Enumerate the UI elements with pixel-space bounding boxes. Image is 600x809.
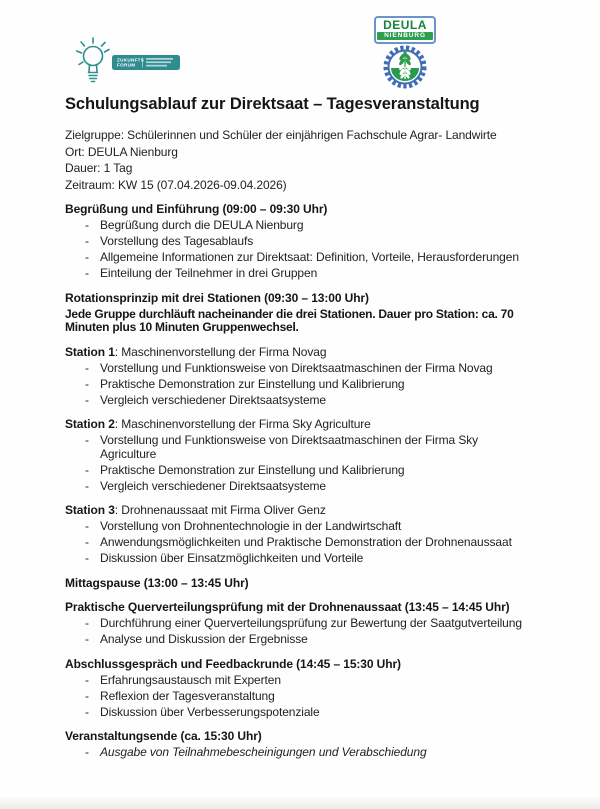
list-item xyxy=(65,219,560,233)
meta-block xyxy=(65,129,542,192)
bullet-dash: - xyxy=(85,433,89,447)
list-item xyxy=(65,633,560,647)
bullet-dash: - xyxy=(85,234,89,248)
zukunftsforum-badge xyxy=(112,55,180,70)
bullet-text: Ausgabe von Teilnahmebescheinigungen und Verabschiedung xyxy=(100,745,427,759)
list-item xyxy=(65,464,560,478)
bullet-dash: - xyxy=(85,551,89,565)
document-header xyxy=(0,0,600,93)
badge-text-line2: FORUM xyxy=(117,62,136,68)
bullet-text: Vorstellung und Funktionsweise von Direktsaatmaschinen der Firma Sky Agriculture xyxy=(100,433,479,461)
bullet-text: Vergleich verschiedener Direktsaatsysteme xyxy=(100,478,327,493)
bullet-dash: - xyxy=(85,688,89,703)
list-item xyxy=(65,536,560,550)
bullet-dash: - xyxy=(85,745,89,759)
section-heading xyxy=(65,504,560,518)
bullet-dash: - xyxy=(85,266,89,280)
bullet-dash: - xyxy=(85,218,89,232)
section-heading-bold: Praktische Querverteilungsprüfung mit der Drohnenaussaat (13:45 – 14:45 Uhr) xyxy=(65,600,510,614)
bullet-dash: - xyxy=(85,616,89,630)
bullet-text: Vorstellung und Funktionsweise von Direktsaatmaschinen der Firma Novag xyxy=(100,360,493,375)
bullet-text: Vorstellung des Tagesablaufs xyxy=(100,234,254,248)
section-station-2 xyxy=(65,418,560,493)
section-heading xyxy=(65,658,560,672)
meta-zeitraum: Zeitraum: KW 15 (07.04.2026-09.04.2026) xyxy=(65,177,287,192)
section-heading xyxy=(65,418,560,432)
page-title: Schulungsablauf zur Direktsaat – Tagesveranstaltung xyxy=(65,95,480,113)
section-heading-bold: Abschlussgespräch und Feedbackrunde (14:45 – 15:30 Uhr) xyxy=(65,656,401,671)
section-heading xyxy=(65,601,560,615)
section-heading-bold: Station 3 xyxy=(65,503,115,517)
meta-zielgruppe: Zielgruppe: Schülerinnen und Schüler der einjährigen Fachschule Agrar- Landwirte xyxy=(65,128,497,142)
bullet-dash: - xyxy=(85,672,89,687)
badge-text-line1: ZUKUNFTS xyxy=(117,57,145,63)
list-item xyxy=(65,251,560,265)
bullet-text: Vorstellung von Drohnentechnologie in der Landwirtschaft xyxy=(100,519,402,533)
bullet-text: Praktische Demonstration zur Einstellung und Kalibrierung xyxy=(100,462,405,477)
deula-logo xyxy=(374,16,436,95)
section-veranstaltungsende xyxy=(65,730,560,760)
bullet-dash: - xyxy=(85,478,89,493)
section-heading-bold: Begrüßung und Einführung (09:00 – 09:30 Uhr) xyxy=(65,202,328,216)
section-heading-bold: Mittagspause (13:00 – 13:45 Uhr) xyxy=(65,575,249,590)
list-item xyxy=(65,746,560,760)
section-heading-rest: : Maschinenvorstellung der Firma Novag xyxy=(114,344,327,359)
section-abschlussgespraech xyxy=(65,658,560,720)
list-item xyxy=(65,552,560,566)
bullet-dash: - xyxy=(85,462,89,477)
section-heading-rest: : Maschinenvorstellung der Firma Sky Agriculture xyxy=(114,417,371,431)
section-heading xyxy=(65,346,560,360)
list-item xyxy=(65,267,560,281)
bullet-text: Allgemeine Informationen zur Direktsaat: Definition, Vorteile, Herausforderungen xyxy=(100,250,519,264)
bullet-text: Erfahrungsaustausch mit Experten xyxy=(100,672,281,687)
bullet-dash: - xyxy=(85,632,89,646)
list-item xyxy=(65,690,560,704)
section-heading-bold: Veranstaltungsende (ca. 15:30 Uhr) xyxy=(65,729,262,743)
section-mittagspause xyxy=(65,577,560,591)
list-item xyxy=(65,434,560,461)
bullet-dash: - xyxy=(85,704,89,719)
bullet-dash: - xyxy=(85,535,89,549)
bullet-text: Diskussion über Einsatzmöglichkeiten und Vorteile xyxy=(100,551,364,565)
bullet-text: Praktische Demonstration zur Einstellung und Kalibrierung xyxy=(100,376,405,391)
bullet-text: Vergleich verschiedener Direktsaatsysteme xyxy=(100,392,327,407)
bullet-dash: - xyxy=(85,392,89,407)
bullet-text: Diskussion über Verbesserungspotenziale xyxy=(100,704,320,719)
list-item xyxy=(65,378,560,392)
bullet-dash: - xyxy=(85,376,89,391)
list-item xyxy=(65,480,560,494)
section-station-1 xyxy=(65,346,560,408)
section-heading-bold: Rotationsprinzip mit drei Stationen (09:30 – 13:00 Uhr) xyxy=(65,290,369,305)
bullet-dash: - xyxy=(85,250,89,264)
section-heading xyxy=(65,577,560,591)
bullet-dash: - xyxy=(85,519,89,533)
list-item xyxy=(65,706,560,720)
zukunftsforum-logo xyxy=(76,36,184,90)
section-heading-bold: Station 2 xyxy=(65,417,115,431)
list-item xyxy=(65,235,560,249)
bullet-text: Analyse und Diskussion der Ergebnisse xyxy=(100,632,308,646)
deula-logo-box xyxy=(374,16,436,44)
section-begruessung xyxy=(65,203,560,281)
page-bottom-edge xyxy=(0,796,600,809)
section-querverteilungspruefung xyxy=(65,601,560,647)
section-heading-bold: Station 1 xyxy=(65,344,115,359)
section-heading-rest: : Drohnenaussaat mit Firma Oliver Genz xyxy=(114,503,326,517)
bullet-text: Reflexion der Tagesveranstaltung xyxy=(100,688,275,703)
list-item xyxy=(65,674,560,688)
schedule-content xyxy=(65,203,560,760)
section-rotationsprinzip xyxy=(65,292,560,335)
section-paragraph: Jede Gruppe durchläuft nacheinander die drei Stationen. Dauer pro Station: ca. 70 Minuten plus 10 Minuten Gruppenwechsel. xyxy=(65,306,514,334)
meta-ort: Ort: DEULA Nienburg xyxy=(65,144,178,159)
section-heading xyxy=(65,292,560,306)
bullet-text: Anwendungsmöglichkeiten und Praktische Demonstration der Drohnenaussaat xyxy=(100,535,512,549)
meta-dauer: Dauer: 1 Tag xyxy=(65,161,133,175)
section-heading xyxy=(65,203,560,217)
bullet-text: Einteilung der Teilnehmer in drei Gruppen xyxy=(100,266,318,280)
bullet-dash: - xyxy=(85,360,89,375)
deula-logo-name: DEULA xyxy=(383,18,427,32)
section-station-3 xyxy=(65,504,560,566)
deula-gear-wheat-icon xyxy=(379,42,431,92)
list-item xyxy=(65,520,560,534)
list-item xyxy=(65,362,560,376)
list-item xyxy=(65,617,560,631)
section-heading xyxy=(65,730,560,744)
bullet-text: Begrüßung durch die DEULA Nienburg xyxy=(100,218,304,232)
deula-logo-city: NIENBURG xyxy=(377,32,433,40)
list-item xyxy=(65,394,560,408)
lightbulb-icon xyxy=(76,36,184,90)
bullet-text: Durchführung einer Querverteilungsprüfung zur Bewertung der Saatgutverteilung xyxy=(100,616,522,630)
